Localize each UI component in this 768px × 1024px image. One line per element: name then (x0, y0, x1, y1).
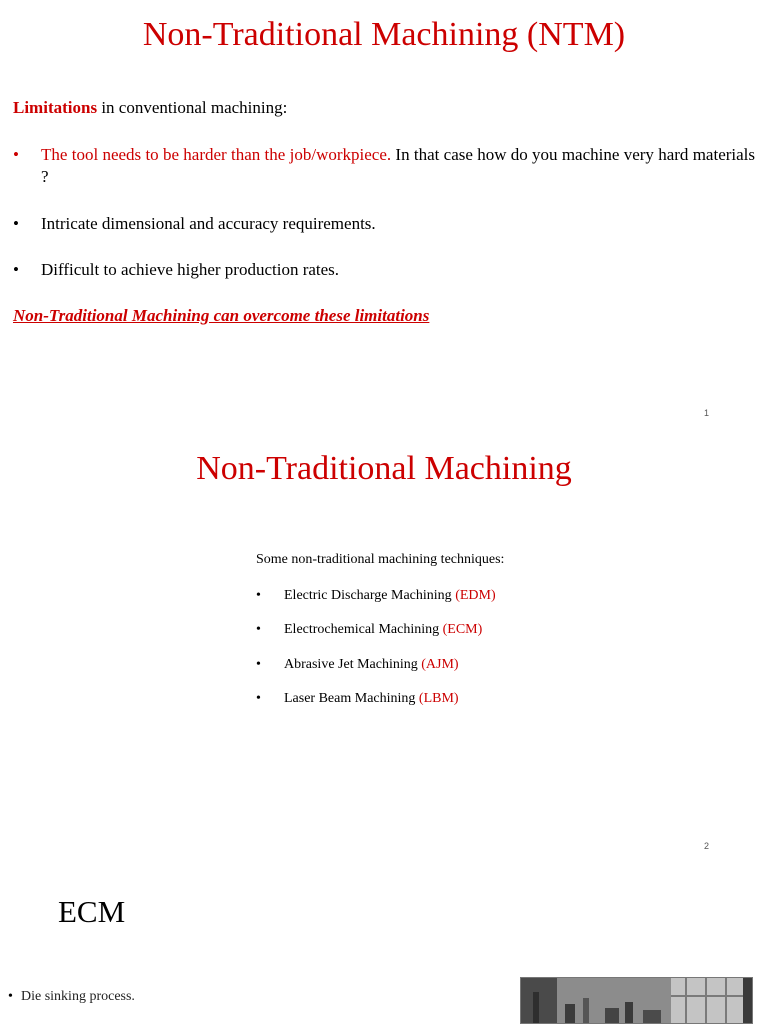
technique-item-ecm (256, 621, 656, 639)
limitation-bullet-1 (13, 144, 755, 188)
technique-name: Electrochemical Machining (284, 622, 443, 637)
bullet-dot: • (256, 622, 261, 637)
slide3-title: ECM (58, 894, 126, 929)
technique-abbr: (AJM) (421, 657, 459, 672)
conclusion-text: Non-Traditional Machining can overcome these limitations (13, 306, 430, 325)
technique-abbr: (LBM) (418, 691, 459, 706)
technique-abbr: (EDM) (455, 588, 496, 603)
ecm-bullet-1 (8, 988, 308, 1006)
workshop-photo-graphic (521, 978, 753, 1024)
workshop-photo (520, 977, 753, 1024)
bullet-dot: • (256, 657, 261, 672)
technique-name: Laser Beam Machining (284, 691, 419, 706)
slide1-title: Non-Traditional Machining (NTM) (142, 16, 626, 53)
limitation-1-red-text: The tool needs to be harder than the job/workpiece. (41, 145, 392, 164)
bullet-dot: • (13, 214, 19, 233)
limitations-rest: in conventional machining: (97, 98, 288, 117)
limitation-3-text: Difficult to achieve higher production rates. (41, 260, 340, 279)
limitations-word: Limitations (13, 98, 98, 117)
technique-name: Abrasive Jet Machining (284, 657, 422, 672)
technique-item-edm (256, 587, 656, 605)
technique-item-ajm (256, 656, 656, 674)
page-number-1: 1 (704, 408, 710, 418)
technique-abbr: (ECM) (442, 622, 483, 637)
limitations-heading (13, 97, 287, 119)
techniques-intro: Some non-traditional machining techniques: (256, 552, 505, 567)
bullet-dot: • (256, 588, 261, 603)
limitation-bullet-2 (13, 213, 755, 235)
page-number-2: 2 (704, 841, 710, 851)
ecm-bullet-1-text: Die sinking process. (21, 989, 135, 1004)
limitation-1-black-text: In that case how do you machine very hard materials ? (41, 145, 756, 186)
bullet-dot: • (8, 989, 13, 1004)
technique-name: Electric Discharge Machining (284, 588, 456, 603)
bullet-dot: • (256, 691, 261, 706)
limitation-2-text: Intricate dimensional and accuracy requirements. (41, 214, 376, 233)
bullet-dot: • (13, 260, 19, 279)
limitation-bullet-3 (13, 259, 755, 281)
bullet-dot: • (13, 145, 19, 164)
technique-item-lbm (256, 690, 656, 708)
slide2-title: Non-Traditional Machining (196, 450, 572, 487)
